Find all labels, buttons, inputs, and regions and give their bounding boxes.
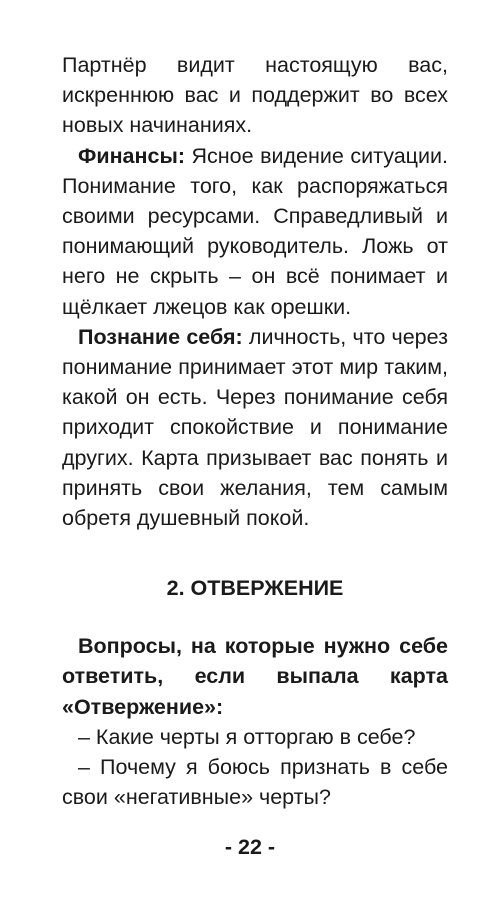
- page-number: - 22 -: [224, 835, 276, 859]
- self-knowledge-text: личность, что через понимание принимает этот мир таким, какой он есть. Через понимание себя приходит спокойствие и понимание других. Карта призывает вас понять и принять свои желания, тем самым обретя душевный покой.: [62, 324, 448, 531]
- finance-lead: Финансы:: [78, 143, 185, 168]
- question-item: – Какие черты я отторгаю в себе?: [78, 724, 416, 749]
- paragraph-self-knowledge: [62, 322, 448, 533]
- finance-text: Ясное видение ситуации. Понимание того, как распоряжаться своими ресурсами. Справедливый и понимающий руководитель. Ложь от него не скрыть – он всё понимает и щёлкает лжецов как орешки.: [62, 143, 448, 319]
- paragraph-partner: Партнёр видит настоящую вас, искреннюю вас и поддержит во всех новых начинаниях.: [62, 53, 448, 138]
- questions-intro: Вопросы, на которые нужно себе ответить, если выпала карта «Отвержение»:: [62, 634, 448, 719]
- paragraph-finance: [62, 141, 448, 322]
- question-item: – Почему я боюсь признать в себе свои «негативные» черты?: [62, 755, 448, 810]
- section-heading: 2. ОТВЕРЖЕНИЕ: [166, 576, 344, 601]
- page-content: [62, 50, 448, 812]
- self-knowledge-lead: Познание себя:: [78, 324, 243, 349]
